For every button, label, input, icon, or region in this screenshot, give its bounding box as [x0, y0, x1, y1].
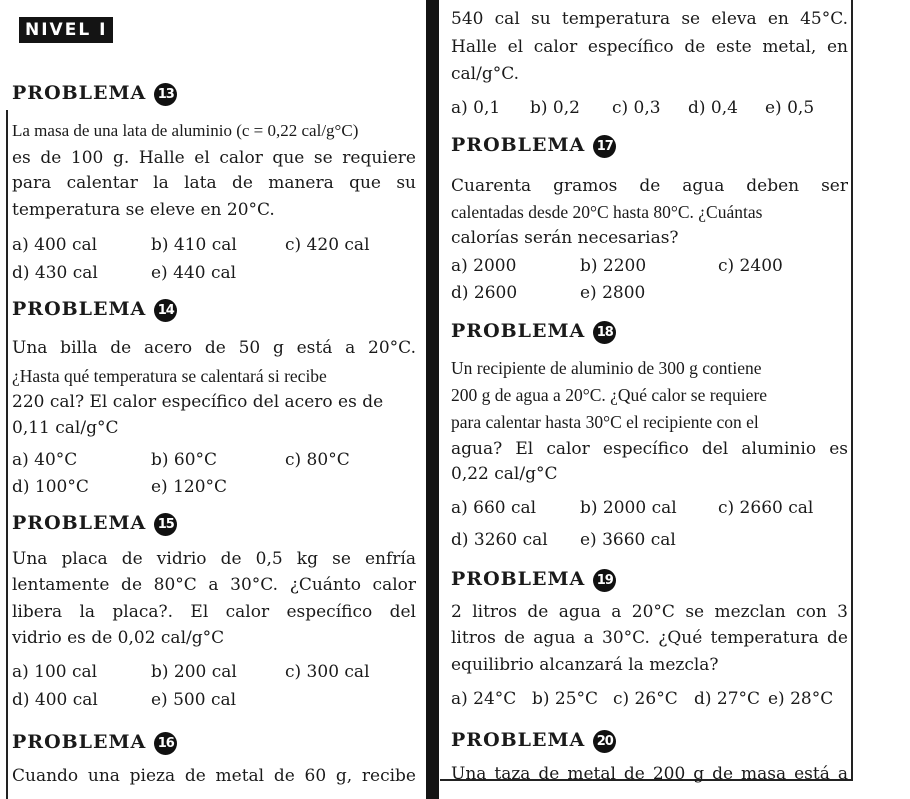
problem-13-heading	[12, 82, 177, 106]
problem-19-option-d: d) 27°C	[694, 689, 761, 709]
problem-14-option-c: c) 80°C	[285, 450, 350, 470]
problem-13-line: es de 100 g. Halle el calor que se requiere	[12, 148, 416, 168]
problem-13-line: La masa de una lata de aluminio (c = 0,22 cal/g°C)	[12, 121, 359, 140]
problem-19-line: litros de agua a 30°C. ¿Qué temperatura de	[451, 628, 848, 648]
problem-20-title: PROBLEMA	[451, 729, 586, 751]
problem-16-option-c: c) 0,3	[612, 98, 661, 118]
problem-16-option-d: d) 0,4	[688, 98, 738, 118]
problem-17-line: Cuarenta gramos de agua deben ser	[451, 176, 848, 196]
problem-18-number: 18	[593, 321, 616, 344]
problem-17-option-e: e) 2800	[580, 283, 646, 303]
problem-19-option-c: c) 26°C	[613, 689, 678, 709]
problem-18-heading	[451, 320, 616, 344]
problem-18-line: agua? El calor específico del aluminio es	[451, 439, 848, 459]
problem-19-number: 19	[593, 569, 616, 592]
problem-15-line: libera la placa?. El calor específico del	[12, 602, 416, 622]
problem-16-cont-line: 540 cal su temperatura se eleva en 45°C.	[451, 9, 848, 29]
problem-16-cont-line: Halle el calor específico de este metal, en	[451, 37, 848, 57]
problem-19-line: 2 litros de agua a 20°C se mezclan con 3	[451, 602, 848, 622]
problem-14-option-b: b) 60°C	[151, 450, 218, 470]
problem-13-number: 13	[154, 83, 177, 106]
problem-15-title: PROBLEMA	[12, 512, 147, 534]
problem-15-line: vidrio es de 0,02 cal/g°C	[12, 628, 225, 648]
left-border-rule	[6, 110, 8, 799]
problem-16-title: PROBLEMA	[12, 731, 147, 753]
problem-19-title: PROBLEMA	[451, 568, 586, 590]
problem-17-option-b: b) 2200	[580, 256, 647, 276]
problem-13-line: para calentar la lata de manera que su	[12, 173, 416, 193]
problem-18-option-e: e) 3660 cal	[580, 530, 676, 550]
problem-17-option-a: a) 2000	[451, 256, 517, 276]
problem-19-option-b: b) 25°C	[532, 689, 599, 709]
problem-13-option-e: e) 440 cal	[151, 263, 237, 283]
problem-17-option-d: d) 2600	[451, 283, 518, 303]
problem-16-number: 16	[154, 732, 177, 755]
problem-17-heading	[451, 134, 616, 158]
problem-17-title: PROBLEMA	[451, 134, 586, 156]
level-badge: NIVEL I	[19, 17, 113, 43]
problem-15-option-e: e) 500 cal	[151, 690, 237, 710]
problem-14-option-d: d) 100°C	[12, 477, 89, 497]
problem-16-option-b: b) 0,2	[530, 98, 580, 118]
problem-15-number: 15	[154, 513, 177, 536]
problem-16-option-a: a) 0,1	[451, 98, 501, 118]
problem-18-line: 0,22 cal/g°C	[451, 464, 558, 484]
problem-15-option-c: c) 300 cal	[285, 662, 370, 682]
problem-16-heading	[12, 731, 177, 755]
problem-19-line: equilibrio alcanzará la mezcla?	[451, 655, 719, 675]
problem-17-line: calorías serán necesarias?	[451, 228, 679, 248]
problem-19-option-e: e) 28°C	[768, 689, 834, 709]
problem-13-option-c: c) 420 cal	[285, 235, 370, 255]
problem-14-option-a: a) 40°C	[12, 450, 78, 470]
problem-15-option-b: b) 200 cal	[151, 662, 237, 682]
problem-14-line: 0,11 cal/g°C	[12, 418, 119, 438]
problem-14-number: 14	[154, 299, 177, 322]
problem-17-number: 17	[593, 135, 616, 158]
column-divider	[426, 0, 439, 799]
problem-15-heading	[12, 512, 177, 536]
problem-13-option-a: a) 400 cal	[12, 235, 98, 255]
problem-13-line: temperatura se eleve en 20°C.	[12, 200, 275, 220]
problem-20-heading	[451, 729, 616, 753]
problem-15-option-a: a) 100 cal	[12, 662, 98, 682]
problem-15-option-d: d) 400 cal	[12, 690, 98, 710]
problem-14-option-e: e) 120°C	[151, 477, 228, 497]
problem-17-line: calentadas desde 20°C hasta 80°C. ¿Cuántas	[451, 202, 763, 222]
problem-18-option-a: a) 660 cal	[451, 498, 537, 518]
problem-13-option-b: b) 410 cal	[151, 235, 237, 255]
problem-14-line: Una billa de acero de 50 g está a 20°C.	[12, 338, 416, 358]
problem-16-line: Cuando una pieza de metal de 60 g, recibe	[12, 766, 416, 786]
problem-20-number: 20	[593, 730, 616, 753]
problem-14-heading	[12, 298, 177, 322]
problem-13-title: PROBLEMA	[12, 82, 147, 104]
problem-18-option-b: b) 2000 cal	[580, 498, 677, 518]
problem-18-line: Un recipiente de aluminio de 300 g contiene	[451, 358, 762, 378]
problem-16-cont-line: cal/g°C.	[451, 64, 520, 84]
problem-16-option-e: e) 0,5	[765, 98, 815, 118]
right-border-rule	[851, 0, 853, 780]
problem-14-line: ¿Hasta qué temperatura se calentará si recibe	[12, 366, 327, 386]
problem-18-option-c: c) 2660 cal	[718, 498, 814, 518]
problem-15-line: lentamente de 80°C a 30°C. ¿Cuánto calor	[12, 575, 416, 595]
problem-18-title: PROBLEMA	[451, 320, 586, 342]
problem-19-heading	[451, 568, 616, 592]
problem-14-line: 220 cal? El calor específico del acero es de	[12, 392, 384, 412]
problem-18-option-d: d) 3260 cal	[451, 530, 548, 550]
problem-20-line: Una taza de metal de 200 g de masa está a	[451, 764, 848, 784]
problem-15-line: Una placa de vidrio de 0,5 kg se enfría	[12, 549, 416, 569]
problem-18-line: para calentar hasta 30°C el recipiente con el	[451, 412, 759, 432]
problem-18-line: 200 g de agua a 20°C. ¿Qué calor se requiere	[451, 385, 768, 405]
problem-19-option-a: a) 24°C	[451, 689, 517, 709]
problem-13-option-d: d) 430 cal	[12, 263, 98, 283]
problem-14-title: PROBLEMA	[12, 298, 147, 320]
problem-17-option-c: c) 2400	[718, 256, 783, 276]
